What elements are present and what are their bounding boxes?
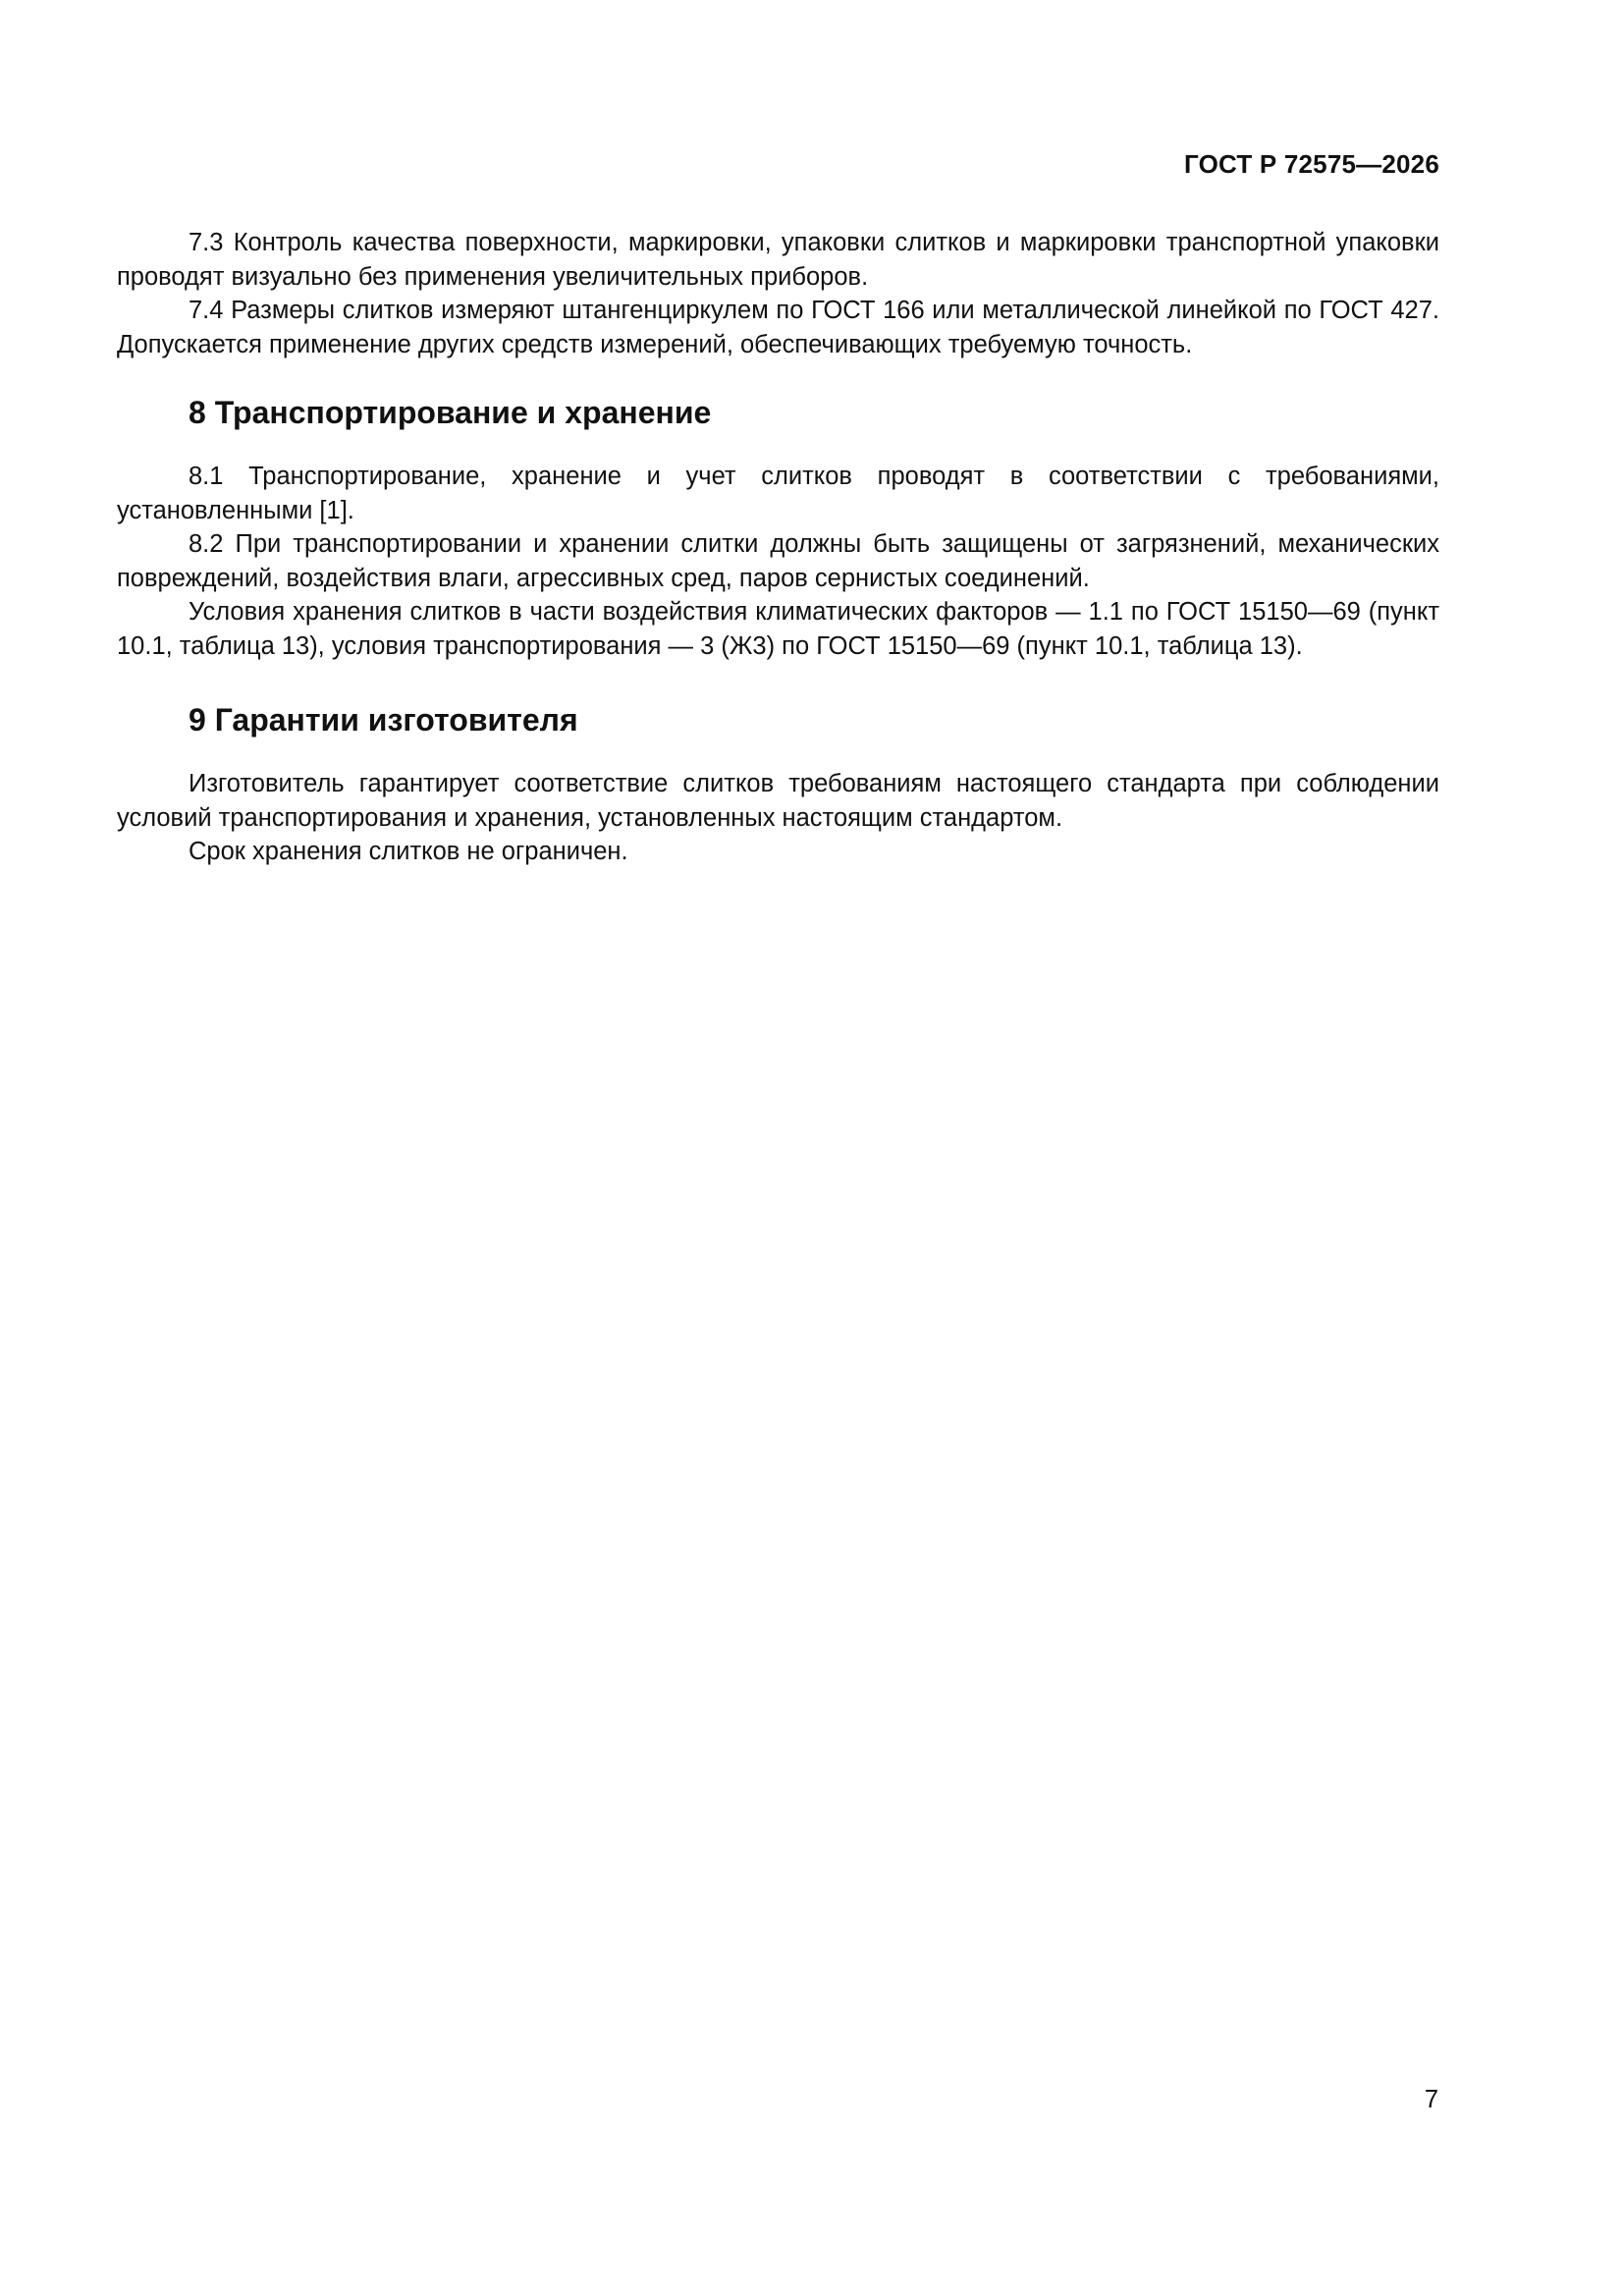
section-8-heading: 8 Транспортирование и хранение	[189, 395, 712, 430]
document-body	[117, 226, 1439, 869]
page-number: 7	[1424, 2086, 1438, 2113]
document-header-id: ГОСТ Р 72575—2026	[1184, 149, 1439, 179]
paragraph-8-storage-conditions: Условия хранения слитков в части воздействия климатических факторов — 1.1 по ГОСТ 15150—69 (пункт 10.1, таблица 13), условия транспортирования — 3 (Ж3) по ГОСТ 15150—69 (пункт 10.1, таблица 13).	[117, 598, 1439, 660]
paragraph-7-4: 7.4 Размеры слитков измеряют штангенциркулем по ГОСТ 166 или металлической линейкой по ГОСТ 427. Допускается применение других средств измерений, обеспечивающих требуемую точность.	[117, 297, 1439, 358]
paragraph-8-2: 8.2 При транспортировании и хранении слитки должны быть защищены от загрязнений, механических повреждений, воздействия влаги, агрессивных сред, паров сернистых соединений.	[117, 530, 1439, 592]
paragraph-9-warranty: Изготовитель гарантирует соответствие слитков требованиям настоящего стандарта при соблюдении условий транспортирования и хранения, установленных настоящим стандартом.	[117, 770, 1439, 832]
paragraph-8-1: 8.1 Транспортирование, хранение и учет слитков проводят в соответствии с требованиями, установленными [1].	[117, 463, 1439, 524]
paragraph-9-storage-term: Срок хранения слитков не ограничен.	[189, 838, 628, 865]
paragraph-7-3: 7.3 Контроль качества поверхности, маркировки, упаковки слитков и маркировки транспортной упаковки проводят визуально без применения увеличительных приборов.	[117, 229, 1439, 291]
section-9-heading: 9 Гарантии изготовителя	[189, 702, 578, 738]
